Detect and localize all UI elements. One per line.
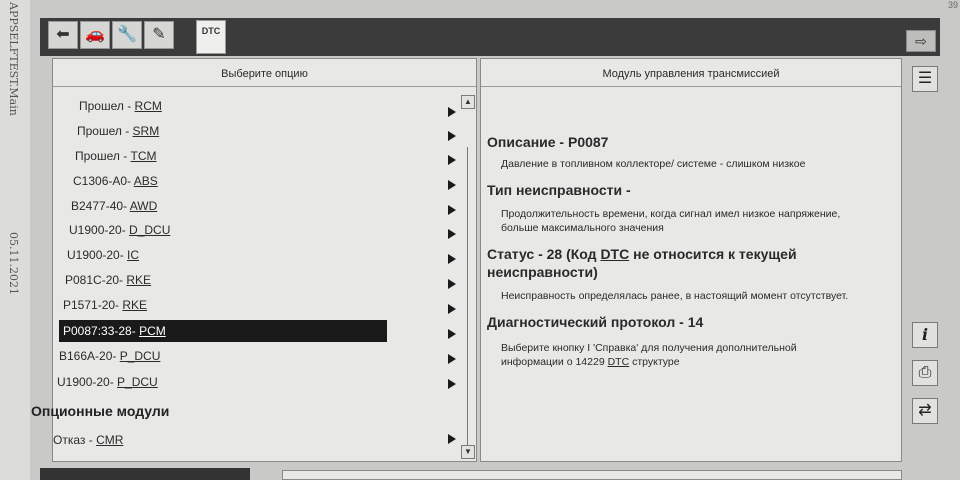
arrow-right-icon[interactable] <box>448 180 456 190</box>
print-icon: ⎙ <box>918 364 932 381</box>
arrow-right-icon[interactable] <box>448 229 456 239</box>
back-button[interactable] <box>48 21 78 49</box>
arrow-back-icon: ⬅ <box>56 26 70 43</box>
list-item[interactable]: U1900-20- D_DCU <box>69 223 171 237</box>
forward-nav-button[interactable] <box>906 30 936 52</box>
date-text: 05.11.2021 <box>7 232 20 295</box>
arrow-right-icon[interactable] <box>448 155 456 165</box>
description-text: Давление в топливном коллекторе/ системе - слишком низкое <box>501 158 806 170</box>
arrow-right-icon[interactable] <box>448 354 456 364</box>
document-button[interactable] <box>912 398 938 424</box>
scroll-up-button[interactable]: ▲ <box>461 95 475 109</box>
top-toolbar <box>40 18 940 56</box>
arrow-right-icon[interactable] <box>448 304 456 314</box>
arrow-right-icon[interactable] <box>448 329 456 339</box>
dtc-icon: DTC <box>201 26 221 36</box>
app-name-text: APPSELFTEST.Main <box>7 2 20 116</box>
list-item[interactable]: U1900-20- P_DCU <box>57 375 158 389</box>
status-title: Статус - 28 (Код DTC не относится к текущей неисправности) <box>487 246 797 280</box>
menu-list-button[interactable] <box>912 66 938 92</box>
list-item[interactable]: U1900-20- IC <box>67 248 140 262</box>
list-icon: ☰ <box>917 70 933 87</box>
car-icon: 🚗 <box>85 26 105 43</box>
details-panel-header: Модуль управления трансмиссией <box>481 59 901 87</box>
page-number: 39 <box>947 0 958 10</box>
status-text: Неисправность определялась ранее, в настоящий момент отсутствует. <box>501 290 849 302</box>
options-panel-header: Выберите опцию <box>53 59 476 87</box>
details-panel <box>480 58 902 462</box>
list-item[interactable]: B2477-40- AWD <box>71 199 158 213</box>
list-item[interactable]: Прошел - SRM <box>77 124 160 138</box>
list-item[interactable]: P081C-20- RKE <box>65 273 152 287</box>
document-icon: ⇄ <box>918 402 932 419</box>
list-item-selected[interactable]: P0087:33-28- PCM <box>59 320 387 342</box>
print-button[interactable] <box>912 360 938 386</box>
arrow-right-icon[interactable] <box>448 131 456 141</box>
vehicle-button[interactable] <box>80 21 110 49</box>
scroll-track[interactable] <box>467 147 468 447</box>
options-scrollbar[interactable] <box>461 87 475 461</box>
description-title: Описание - P0087 <box>487 134 609 150</box>
info-icon: i <box>921 325 929 344</box>
list-item[interactable]: C1306-A0- ABS <box>73 174 158 188</box>
edit-button[interactable] <box>144 21 174 49</box>
arrow-right-icon[interactable] <box>448 205 456 215</box>
fault-type-title: Тип неисправности - <box>487 182 631 198</box>
bottom-toolbar <box>40 468 250 480</box>
list-item[interactable]: B166A-20- P_DCU <box>59 349 161 363</box>
arrow-right-icon[interactable] <box>448 254 456 264</box>
list-item[interactable]: Отказ - CMR <box>53 433 124 447</box>
vehicle-tool-icon: 🔧 <box>117 26 137 43</box>
protocol-text: Выберите кнопку I 'Справка' для получения дополнительной информации о 14229 DTC структуре <box>501 342 797 368</box>
arrow-right-icon[interactable] <box>448 379 456 389</box>
bottom-status-field <box>282 470 902 480</box>
forward-nav-icon: ⇨ <box>915 33 927 49</box>
fault-type-text: Продолжительность времени, когда сигнал имел низкое напряжение, больше максимального значения <box>501 208 841 234</box>
scroll-down-button[interactable]: ▼ <box>461 445 475 459</box>
options-panel <box>31 58 477 462</box>
tab-dtc[interactable] <box>196 20 226 54</box>
list-item[interactable]: Прошел - TCM <box>75 149 157 163</box>
info-button[interactable] <box>912 322 938 348</box>
wrench-icon: ✎ <box>152 26 166 43</box>
list-item[interactable]: Прошел - RCM <box>79 99 162 113</box>
tool-button[interactable] <box>112 21 142 49</box>
optional-modules-title: Опционные модули <box>31 403 170 419</box>
arrow-right-icon[interactable] <box>448 107 456 117</box>
arrow-right-icon[interactable] <box>448 279 456 289</box>
arrow-right-icon[interactable] <box>448 434 456 444</box>
page-margin <box>0 0 30 480</box>
protocol-title: Диагностический протокол - 14 <box>487 314 704 330</box>
list-item[interactable]: P1571-20- RKE <box>63 298 148 312</box>
